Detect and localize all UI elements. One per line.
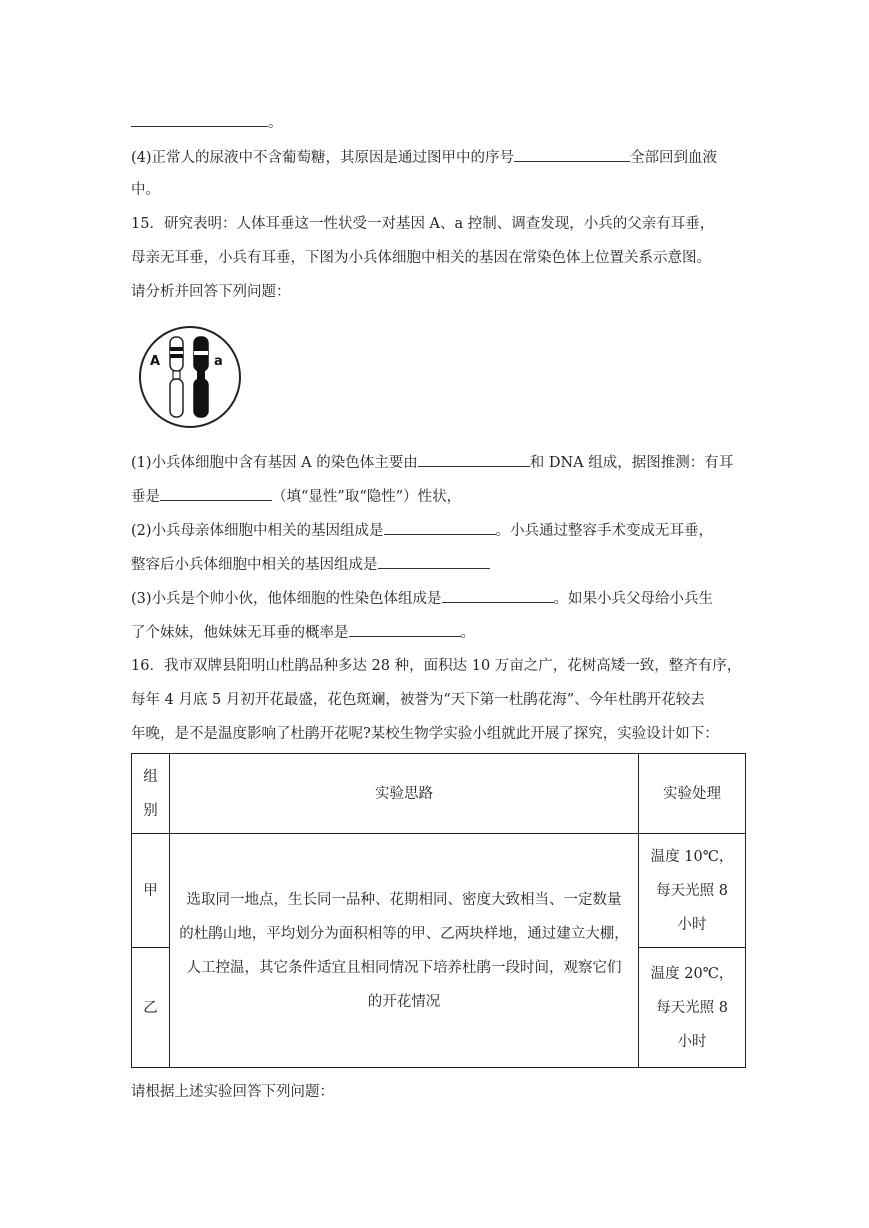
question-15-line-3: 请分析并回答下列问题：: [131, 284, 291, 300]
answer-line-end: 。: [131, 112, 283, 133]
answer-blank[interactable]: [131, 112, 268, 127]
question-15-1-cont: 垂是 （填“显性”取“隐性”）性状，: [131, 486, 461, 507]
question-16-line-1: 16．我市双牌县阳明山杜鹃品种多达 28 种，面积达 10 万亩之广，花树高矮一致，整齐有序，: [131, 658, 742, 674]
group-jia: 甲: [132, 834, 170, 948]
table-row: [132, 834, 746, 948]
question-16-prompt: 请根据上述实验回答下列问题：: [131, 1084, 334, 1100]
answer-blank[interactable]: [378, 554, 490, 569]
question-15-line-2: 母亲无耳垂，小兵有耳垂，下图为小兵体细胞中相关的基因在常染色体上位置关系示意图。: [131, 250, 711, 266]
answer-blank[interactable]: [442, 588, 554, 603]
answer-blank[interactable]: [349, 622, 461, 637]
question-16-line-3: 年晚，是不是温度影响了杜鹃开花呢?某校生物学实验小组就此开展了探究，实验设计如下：: [131, 726, 719, 742]
treatment-jia: 温度 10℃， 每天光照 8 小时: [639, 834, 746, 948]
header-idea: 实验思路: [169, 754, 638, 834]
group-yi: 乙: [132, 948, 170, 1068]
answer-blank[interactable]: [514, 147, 630, 162]
chromosome-diagram: [138, 325, 242, 429]
header-group: 组 别: [132, 754, 170, 834]
question-15-3: (3)小兵是个帅小伙，他体细胞的性染色体组成是 。如果小兵父母给小兵生: [131, 588, 713, 609]
question-15-2: (2)小兵母亲体细胞中相关的基因组成是 。小兵通过整容手术变成无耳垂，: [131, 520, 713, 541]
question-16-line-2: 每年 4 月底 5 月初开花最盛，花色斑斓，被誉为“天下第一杜鹃花海”、今年杜鹃开花较去: [131, 692, 705, 708]
treatment-yi: 温度 20℃， 每天光照 8 小时: [639, 948, 746, 1068]
experiment-table: [131, 753, 746, 1068]
question-15-line-1: 15．研究表明：人体耳垂这一性状受一对基因 A、a 控制、调查发现，小兵的父亲有耳垂，: [131, 216, 715, 232]
question-15-2-cont: 整容后小兵体细胞中相关的基因组成是: [131, 554, 490, 575]
table-header-row: [132, 754, 746, 834]
experiment-idea-cell: 选取同一地点，生长同一品种、花期相同、密度大致相当、一定数量 的杜鹃山地，平均划分为面积相等的甲、乙两块样地，通过建立大棚， 人工控温，其它条件适宜且相同情况下培养杜鹃一段时间，观察它们 的开花情况: [169, 834, 638, 1068]
answer-blank[interactable]: [418, 452, 530, 467]
question-15-3-cont: 了个妹妹，他妹妹无耳垂的概率是 。: [131, 622, 475, 643]
header-treatment: 实验处理: [639, 754, 746, 834]
question-15-1: (1)小兵体细胞中含有基因 A 的染色体主要由 和 DNA 组成，据图推测：有耳: [131, 452, 733, 473]
gene-label-A: A: [150, 354, 161, 369]
gene-label-a: a: [214, 354, 223, 369]
answer-blank[interactable]: [384, 520, 496, 535]
text-line: 中。: [131, 182, 160, 198]
question-4: (4)正常人的尿液中不含葡萄糖，其原因是通过图甲中的序号 全部回到血液: [131, 147, 717, 168]
answer-blank[interactable]: [160, 486, 272, 501]
